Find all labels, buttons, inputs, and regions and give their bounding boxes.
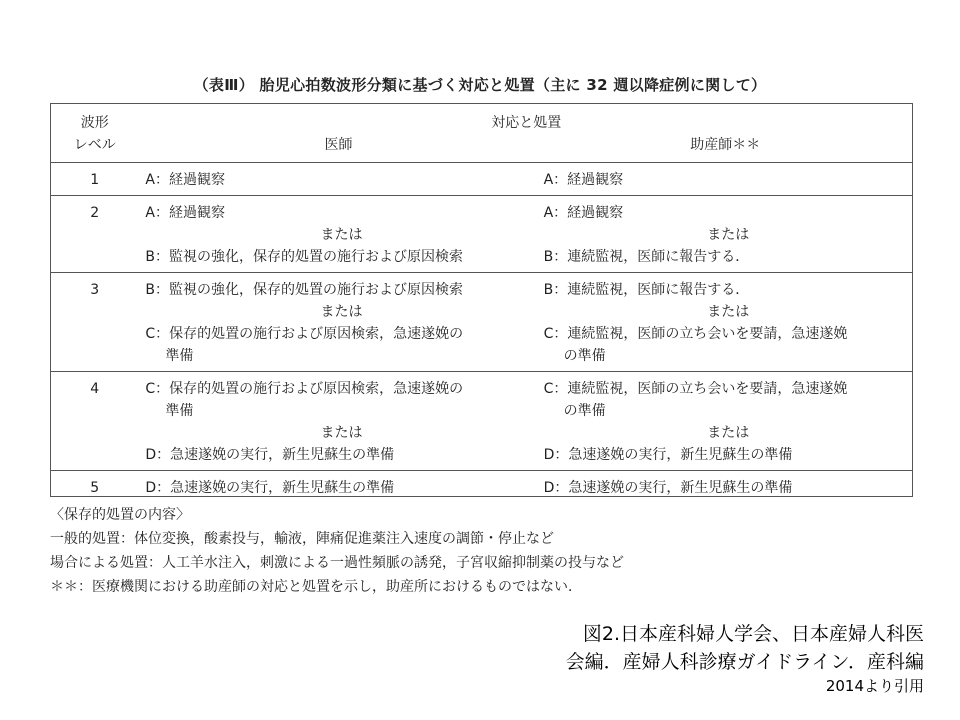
doctor-action: B：監視の強化，保存的処置の施行および原因検索 xyxy=(145,249,464,265)
midwife-cell xyxy=(538,273,913,372)
doctor-cell xyxy=(139,372,537,471)
table-header-row xyxy=(50,134,913,163)
fetal-heart-rate-table xyxy=(50,103,913,503)
caption-line2: 会編．産婦人科診療ガイドライン．産科編 xyxy=(565,651,924,673)
midwife-cell xyxy=(538,163,913,196)
header-response: 対応と処置 xyxy=(491,115,562,131)
notes-section xyxy=(50,503,624,599)
midwife-action: B：連続監視，医師に報告する． xyxy=(543,282,750,298)
midwife-action: C：連続監視，医師の立ち会いを要請，急速遂娩 xyxy=(543,381,848,397)
midwife-action: A：経過観察 xyxy=(543,205,624,221)
table-row xyxy=(50,471,913,504)
table-header-row xyxy=(50,103,913,134)
header-level-line2: レベル xyxy=(73,137,116,153)
notes-heading: 〈保存的処置の内容〉 xyxy=(50,507,190,523)
or-label: または xyxy=(707,304,750,320)
doctor-action: D：急速遂娩の実行，新生児蘇生の準備 xyxy=(145,480,395,496)
table-row xyxy=(50,273,913,372)
midwife-action-cont: の準備 xyxy=(563,348,606,364)
doctor-action-cont: 準備 xyxy=(165,348,194,364)
header-midwife: 助産師＊＊ xyxy=(690,137,761,153)
midwife-action: D：急速遂娩の実行，新生児蘇生の準備 xyxy=(543,447,793,463)
doctor-action: C：保存的処置の施行および原因検索，急速遂娩の xyxy=(145,326,464,342)
level-cell: 5 xyxy=(50,471,139,504)
midwife-cell xyxy=(538,196,913,273)
doctor-action: D：急速遂娩の実行，新生児蘇生の準備 xyxy=(145,447,395,463)
or-label: または xyxy=(707,425,750,441)
level-cell: 3 xyxy=(50,273,139,372)
header-level-line1: 波形 xyxy=(80,115,109,131)
level-cell: 2 xyxy=(50,196,139,273)
doctor-action: A：経過観察 xyxy=(145,172,225,188)
doctor-cell xyxy=(139,471,537,504)
doctor-action: A：経過観察 xyxy=(145,205,225,221)
midwife-action: B：連続監視，医師に報告する． xyxy=(543,249,750,265)
table-row xyxy=(50,196,913,273)
midwife-cell xyxy=(538,471,913,504)
or-label: または xyxy=(320,227,363,243)
figure-caption xyxy=(566,620,924,696)
or-label: または xyxy=(320,304,363,320)
caption-line3: 2014より引用 xyxy=(825,677,924,695)
midwife-action: C：連続監視，医師の立ち会いを要請，急速遂娩 xyxy=(543,326,848,342)
doctor-cell xyxy=(139,273,537,372)
doctor-action: C：保存的処置の施行および原因検索，急速遂娩の xyxy=(145,381,464,397)
table-row xyxy=(50,163,913,196)
notes-general: 一般的処置：体位変換，酸素投与，輸液，陣痛促進薬注入速度の調節・停止など xyxy=(50,531,554,547)
midwife-action: A：経過観察 xyxy=(543,172,624,188)
doctor-cell xyxy=(139,196,537,273)
table-title: （表Ⅲ） 胎児心拍数波形分類に基づく対応と処置（主に 32 週以降症例に関して） xyxy=(193,76,767,94)
doctor-action: B：監視の強化，保存的処置の施行および原因検索 xyxy=(145,282,464,298)
midwife-action: D：急速遂娩の実行，新生児蘇生の準備 xyxy=(543,480,793,496)
notes-asterisk: ＊＊：医療機関における助産師の対応と処置を示し，助産所におけるものではない． xyxy=(50,579,582,595)
midwife-cell xyxy=(538,372,913,471)
midwife-action-cont: の準備 xyxy=(563,403,606,419)
doctor-cell xyxy=(139,163,537,196)
doctor-action-cont: 準備 xyxy=(165,403,194,419)
caption-line1: 図2.日本産科婦人学会、日本産婦人科医 xyxy=(582,623,924,645)
or-label: または xyxy=(320,425,363,441)
level-cell: 1 xyxy=(50,163,139,196)
or-label: または xyxy=(707,227,750,243)
table-row xyxy=(50,372,913,471)
notes-situational: 場合による処置：人工羊水注入，刺激による一過性頻脈の誘発，子宮収縮抑制薬の投与など xyxy=(50,555,624,571)
level-cell: 4 xyxy=(50,372,139,471)
header-doctor: 医師 xyxy=(324,137,353,153)
